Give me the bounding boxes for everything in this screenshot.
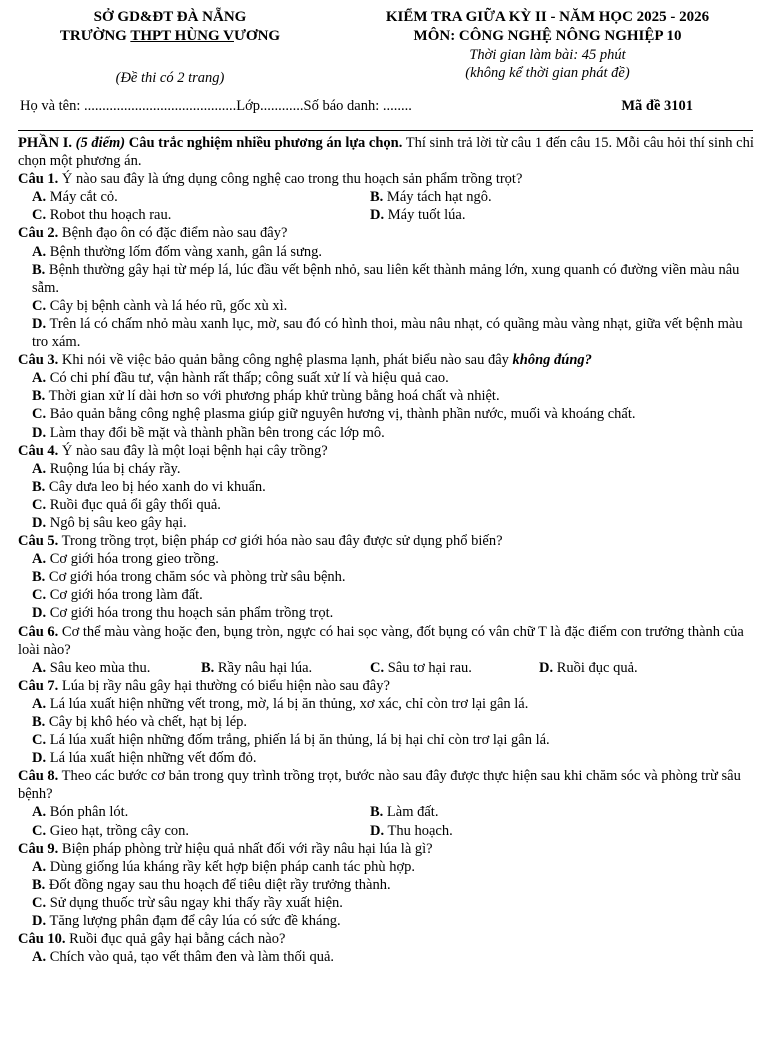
question-stem xyxy=(18,623,755,659)
option-label: D. xyxy=(32,750,47,767)
question-text: Theo các bước cơ bản trong quy trình trồng trọt, bước nào sau đây được thực hiện sau khi chăm sóc và phòng trừ sâu bệnh? xyxy=(18,768,741,803)
answer-option xyxy=(32,206,370,224)
option-row xyxy=(18,496,755,514)
option-row xyxy=(18,858,755,876)
option-text: Làm thay đổi bề mặt và thành phần bên trong các lớp mô. xyxy=(46,424,385,441)
question-number: Câu 1. xyxy=(18,171,59,188)
option-row xyxy=(18,261,755,297)
answer-option xyxy=(32,569,346,585)
answer-option xyxy=(32,877,391,893)
exam-subject: MÔN: CÔNG NGHỆ NÔNG NGHIỆP 10 xyxy=(413,28,682,44)
option-label: D. xyxy=(370,822,385,839)
option-text: Bảo quản bằng công nghệ plasma giúp giữ nguyên hương vị, thành phần nước, muối và khoáng chất. xyxy=(46,406,636,423)
question-number: Câu 5. xyxy=(18,533,59,550)
option-row xyxy=(18,206,755,224)
option-label: C. xyxy=(32,406,47,423)
exam-title: KIỂM TRA GIỮA KỲ II - NĂM HỌC 2025 - 2026 xyxy=(385,9,710,25)
option-label: A. xyxy=(32,460,47,477)
option-label: C. xyxy=(32,496,47,513)
question-number: Câu 9. xyxy=(18,840,59,857)
option-text: Cơ giới hóa trong chăm sóc và phòng trừ sâu bệnh. xyxy=(45,569,346,586)
option-label: B. xyxy=(32,261,46,278)
option-text: Thu hoạch. xyxy=(384,822,453,839)
option-label: A. xyxy=(32,551,47,568)
option-text: Cơ giới hóa trong thu hoạch sản phẩm trồng trọt. xyxy=(46,605,334,622)
answer-option xyxy=(370,188,708,206)
option-row xyxy=(18,405,755,423)
answer-option xyxy=(370,803,708,821)
option-row xyxy=(18,749,755,767)
option-text: Có chi phí đầu tư, vận hành rất thấp; công suất xử lí và hiệu quả cao. xyxy=(46,370,449,387)
answer-option xyxy=(32,388,500,404)
option-row xyxy=(18,315,755,351)
question-block xyxy=(18,623,755,677)
answer-option xyxy=(32,587,203,603)
option-label: D. xyxy=(32,514,47,531)
answer-option xyxy=(32,949,334,965)
answer-option xyxy=(370,822,708,840)
student-info-fields: Họ và tên: ..........................................Lớp............Số báo danh: ........ xyxy=(20,98,412,114)
option-label: B. xyxy=(32,388,46,405)
option-label: C. xyxy=(32,732,47,749)
option-row xyxy=(18,243,755,261)
option-label: D. xyxy=(370,207,385,224)
question-block xyxy=(18,532,755,622)
option-label: C. xyxy=(32,587,47,604)
option-row xyxy=(18,876,755,894)
answer-option xyxy=(32,859,415,875)
option-label: B. xyxy=(370,804,384,821)
question-number: Câu 6. xyxy=(18,623,59,640)
answer-option xyxy=(32,244,322,260)
option-row xyxy=(18,550,755,568)
school-suffix: ƯƠNG xyxy=(233,28,281,44)
option-text: Robot thu hoạch rau. xyxy=(46,207,172,224)
answer-option xyxy=(370,206,708,224)
option-label: D. xyxy=(32,913,47,930)
department-name: SỞ GD&ĐT ĐÀ NẴNG xyxy=(93,9,247,25)
answer-option xyxy=(32,714,247,730)
option-row xyxy=(18,424,755,442)
exam-header xyxy=(0,8,763,88)
school-name-underlined: THPT HÙNG V xyxy=(130,28,234,44)
answer-option xyxy=(32,913,341,929)
option-text: Cây dưa leo bị héo xanh do vi khuẩn. xyxy=(45,478,266,495)
answer-option xyxy=(32,895,343,911)
option-row xyxy=(18,731,755,749)
option-row xyxy=(18,894,755,912)
question-stem xyxy=(18,677,755,695)
answer-option xyxy=(32,732,550,748)
option-text: Sâu keo mùa thu. xyxy=(46,659,151,676)
option-text: Gieo hạt, trồng cây con. xyxy=(46,822,190,839)
answer-option xyxy=(32,316,743,350)
option-text: Ngô bị sâu keo gây hại. xyxy=(46,514,187,531)
option-row xyxy=(18,297,755,315)
school-prefix: TRƯỜNG xyxy=(59,28,131,44)
answer-option xyxy=(32,822,370,840)
option-label: B. xyxy=(201,659,215,676)
question-block xyxy=(18,442,755,532)
option-text: Trên lá có chấm nhỏ màu xanh lục, mờ, sau đó có hình thoi, màu nâu nhạt, có quầng màu vàng nhạt, giữa vết bệnh màu tro xám. xyxy=(32,315,743,351)
answer-option xyxy=(32,262,739,296)
option-label: D. xyxy=(32,424,47,441)
answer-option xyxy=(32,188,370,206)
answer-option xyxy=(32,803,370,821)
option-text: Chích vào quả, tạo vết thâm đen và làm thối quả. xyxy=(46,949,335,966)
option-text: Làm đất. xyxy=(383,804,439,821)
question-text: Ý nào sau đây là một loại bệnh hại cây trồng? xyxy=(58,442,328,459)
option-text: Lá lúa xuất hiện những vết trong, mờ, lá bị ăn thủng, xơ xác, chỉ còn trơ lại gân lá. xyxy=(46,695,529,712)
option-text: Máy tuốt lúa. xyxy=(384,207,466,224)
pages-note: (Đề thi có 2 trang) xyxy=(115,70,225,86)
option-label: B. xyxy=(32,714,46,730)
question-block xyxy=(18,224,755,351)
option-text: Đốt đồng ngay sau thu hoạch để tiêu diệt rầy trưởng thành. xyxy=(45,876,391,893)
option-row xyxy=(18,514,755,532)
question-stem xyxy=(18,767,755,803)
exam-content xyxy=(18,134,755,966)
question-block xyxy=(18,677,755,767)
option-text: Bón phân lót. xyxy=(46,804,129,821)
option-label: D. xyxy=(32,605,47,622)
question-stem xyxy=(18,442,755,460)
option-row xyxy=(18,387,755,405)
option-text: Ruộng lúa bị cháy rầy. xyxy=(46,460,181,477)
part1-desc: Thí sinh trả lời từ câu 1 đến câu 15. Mỗi câu hỏi thí sinh chỉ chọn một phương án. xyxy=(18,135,754,170)
option-label: B. xyxy=(32,478,46,495)
question-stem xyxy=(18,351,755,369)
question-number: Câu 8. xyxy=(18,768,59,785)
option-label: A. xyxy=(32,189,47,206)
option-row xyxy=(18,604,755,622)
option-label: A. xyxy=(32,804,47,821)
question-text: Biện pháp phòng trừ hiệu quả nhất đối với rầy nâu hại lúa là gì? xyxy=(58,840,433,857)
question-text: Bệnh đạo ôn có đặc điểm nào sau đây? xyxy=(58,225,288,242)
option-row xyxy=(18,568,755,586)
option-row xyxy=(18,713,755,731)
answer-option xyxy=(32,298,287,314)
answer-option xyxy=(32,750,257,766)
option-text: Lá lúa xuất hiện những đốm trắng, phiến lá bị ăn thủng, lá bị hại chỉ còn trơ lại gân lá. xyxy=(46,732,550,749)
question-number: Câu 4. xyxy=(18,442,59,459)
option-text: Máy tách hạt ngô. xyxy=(383,189,492,206)
question-text: Ý nào sau đây là ứng dụng công nghệ cao trong thu hoạch sản phẩm trồng trọt? xyxy=(58,171,523,188)
header-left xyxy=(20,8,320,46)
option-text: Ruồi đục quả. xyxy=(553,659,638,676)
option-label: A. xyxy=(32,695,47,712)
question-stem xyxy=(18,532,755,550)
option-text: Thời gian xử lí dài hơn so với phương pháp khử trùng bằng hoá chất và nhiệt. xyxy=(45,388,500,405)
option-text: Máy cắt cỏ. xyxy=(46,189,118,206)
question-text: Khi nói về việc bảo quản bằng công nghệ plasma lạnh, phát biểu nào sau đây xyxy=(58,352,513,369)
answer-option xyxy=(370,659,539,677)
question-stem xyxy=(18,224,755,242)
exam-time: Thời gian làm bài: 45 phút xyxy=(469,47,626,63)
option-text: Sâu tơ hại rau. xyxy=(384,659,472,676)
option-row xyxy=(18,948,755,966)
answer-option xyxy=(32,425,385,441)
option-label: A. xyxy=(32,858,47,875)
answer-option xyxy=(32,370,449,386)
option-label: C. xyxy=(32,822,47,839)
option-text: Tăng lượng phân đạm để cây lúa có sức đề kháng. xyxy=(46,913,341,930)
answer-option xyxy=(32,461,180,477)
option-row xyxy=(18,188,755,206)
option-text: Lá lúa xuất hiện những vết đốm đỏ. xyxy=(46,750,257,767)
option-label: C. xyxy=(32,894,47,911)
option-label: A. xyxy=(32,659,47,676)
option-label: A. xyxy=(32,243,47,260)
question-number: Câu 2. xyxy=(18,225,59,242)
question-number: Câu 3. xyxy=(18,352,59,369)
exam-code: Mã đề 3101 xyxy=(621,98,693,114)
part1-heading xyxy=(18,134,755,170)
option-row xyxy=(18,460,755,478)
option-row xyxy=(18,822,755,840)
option-label: B. xyxy=(32,569,46,586)
question-text: Lúa bị rầy nâu gây hại thường có biểu hiện nào sau đây? xyxy=(58,677,390,694)
question-stem xyxy=(18,170,755,188)
option-text: Rầy nâu hại lúa. xyxy=(214,659,313,676)
answer-option xyxy=(32,551,219,567)
question-stem xyxy=(18,840,755,858)
header-right xyxy=(340,8,755,82)
question-text: Trong trồng trọt, biện pháp cơ giới hóa nào sau đây được sử dụng phổ biến? xyxy=(58,533,503,550)
option-text: Cây bị khô héo và chết, hạt bị lép. xyxy=(45,714,248,730)
option-text: Dùng giống lúa kháng rầy kết hợp biện pháp canh tác phù hợp. xyxy=(46,858,415,875)
option-text: Bệnh thường lốm đốm vàng xanh, gân lá sưng. xyxy=(46,243,323,260)
answer-option xyxy=(32,497,221,513)
question-text: Cơ thể màu vàng hoặc đen, bụng tròn, ngực có hai sọc vàng, đốt bụng có vân chữ T là đặc điểm con trưởng thành của loài nào? xyxy=(18,623,744,658)
option-row xyxy=(18,586,755,604)
option-row xyxy=(18,478,755,496)
option-label: D. xyxy=(539,659,554,676)
option-text: Cây bị bệnh cành và lá héo rũ, gốc xù xì. xyxy=(46,297,288,314)
answer-option xyxy=(539,659,708,677)
header-divider xyxy=(18,130,753,131)
option-row xyxy=(18,695,755,713)
option-label: A. xyxy=(32,370,47,387)
question-text: Ruồi đục quả gây hại bằng cách nào? xyxy=(65,931,286,948)
option-row xyxy=(18,803,755,821)
answer-option xyxy=(32,479,266,495)
option-text: Cơ giới hóa trong gieo trồng. xyxy=(46,551,219,568)
option-row xyxy=(18,659,755,677)
answer-option xyxy=(32,605,333,621)
question-block xyxy=(18,351,755,441)
question-block xyxy=(18,930,755,966)
option-label: B. xyxy=(32,876,46,893)
option-text: Cơ giới hóa trong làm đất. xyxy=(46,587,203,604)
option-label: B. xyxy=(370,189,384,206)
option-label: A. xyxy=(32,949,47,966)
question-block xyxy=(18,767,755,839)
answer-option xyxy=(32,696,528,712)
question-number: Câu 7. xyxy=(18,677,59,694)
option-row xyxy=(18,369,755,387)
option-label: C. xyxy=(32,297,47,314)
option-label: D. xyxy=(32,315,47,332)
exam-time-note: (không kể thời gian phát đề) xyxy=(465,65,630,81)
option-text: Bệnh thường gây hại từ mép lá, lúc đầu vết bệnh nhỏ, sau liên kết thành mảng lớn, xung quanh có đường viền màu nâu sẫm. xyxy=(32,261,740,296)
option-text: Ruồi đục quả ổi gây thối quả. xyxy=(46,496,221,513)
part1-desc-bold: Câu trắc nghiệm nhiều phương án lựa chọn. xyxy=(125,135,403,151)
question-list xyxy=(18,170,755,966)
question-emphasis: không đúng? xyxy=(512,352,592,369)
option-label: C. xyxy=(370,659,385,676)
part1-points: (5 điểm) xyxy=(75,135,126,151)
answer-option xyxy=(201,659,370,677)
answer-option xyxy=(32,659,201,677)
option-text: Sử dụng thuốc trừ sâu ngay khi thấy rầy xuất hiện. xyxy=(46,894,343,911)
question-stem xyxy=(18,930,755,948)
school-name xyxy=(20,27,320,46)
answer-option xyxy=(32,515,187,531)
answer-option xyxy=(32,406,636,422)
student-info-line xyxy=(20,98,755,120)
option-row xyxy=(18,912,755,930)
option-label: C. xyxy=(32,207,47,224)
part1-title: PHẦN I. xyxy=(18,135,76,151)
question-block xyxy=(18,840,755,930)
question-block xyxy=(18,170,755,224)
question-number: Câu 10. xyxy=(18,931,66,948)
